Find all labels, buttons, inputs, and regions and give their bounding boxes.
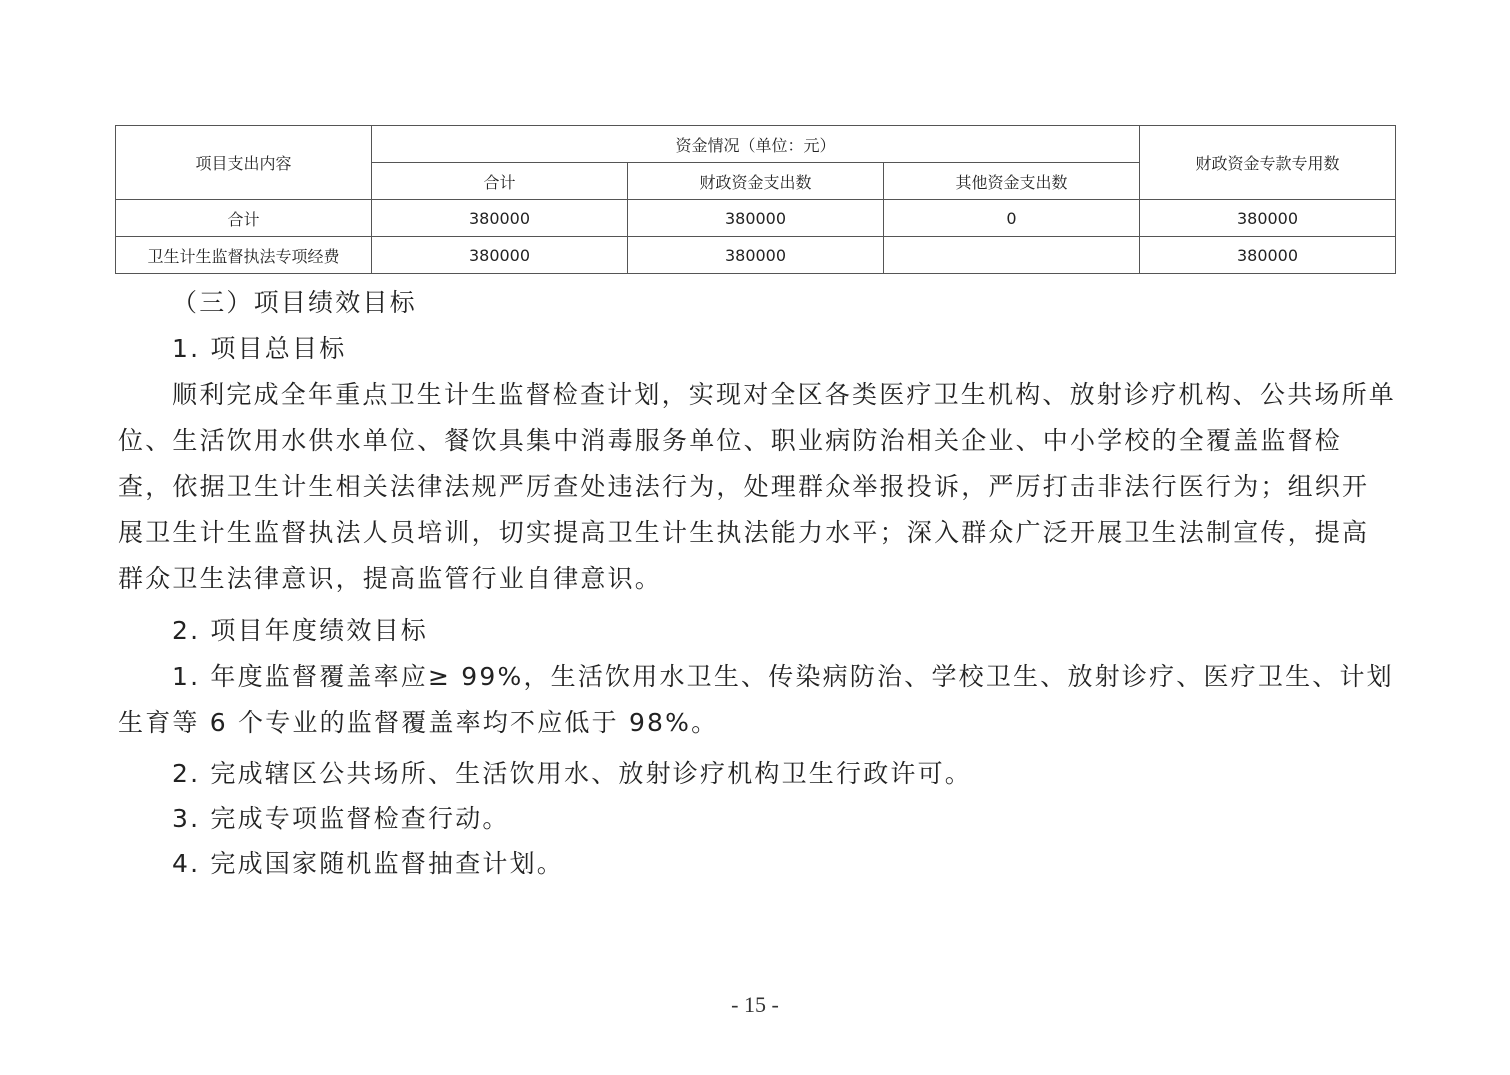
budget-table	[115, 125, 1396, 274]
row-fiscal: 380000	[628, 237, 884, 274]
annual-goal-item-4: 4. 完成国家随机监督抽查计划。	[172, 849, 565, 878]
row-special: 380000	[1140, 200, 1396, 237]
subheading-annual-goal: 2. 项目年度绩效目标	[172, 616, 428, 645]
header-item-col: 项目支出内容	[116, 126, 372, 200]
row-name: 合计	[116, 200, 372, 237]
header-funds-group: 资金情况（单位：元）	[372, 126, 1140, 163]
header-fiscal-col: 财政资金支出数	[628, 163, 884, 200]
table-row	[116, 200, 1396, 237]
page-number: - 15 -	[731, 992, 779, 1017]
header-total-col: 合计	[372, 163, 628, 200]
header-special-col: 财政资金专款专用数	[1140, 126, 1396, 200]
row-other	[884, 237, 1140, 274]
annual-goal-item-3: 3. 完成专项监督检查行动。	[172, 804, 510, 833]
row-special: 380000	[1140, 237, 1396, 274]
row-total: 380000	[372, 237, 628, 274]
section-heading-performance-goals: （三）项目绩效目标	[172, 288, 417, 317]
annual-goal-item-2: 2. 完成辖区公共场所、生活饮用水、放射诊疗机构卫生行政许可。	[172, 759, 973, 788]
subheading-overall-goal: 1. 项目总目标	[172, 334, 347, 363]
table-row	[116, 237, 1396, 274]
row-other: 0	[884, 200, 1140, 237]
row-total: 380000	[372, 200, 628, 237]
table-header-row	[116, 126, 1396, 163]
header-other-col: 其他资金支出数	[884, 163, 1140, 200]
annual-goal-item-1: 1. 年度监督覆盖率应≥ 99%，生活饮用水卫生、传染病防治、学校卫生、放射诊疗、医疗卫生、计划生育等 6 个专业的监督覆盖率均不应低于 98%。	[118, 662, 1394, 737]
row-name: 卫生计生监督执法专项经费	[116, 237, 372, 274]
row-fiscal: 380000	[628, 200, 884, 237]
overall-goal-paragraph: 顺利完成全年重点卫生计生监督检查计划，实现对全区各类医疗卫生机构、放射诊疗机构、公共场所单位、生活饮用水供水单位、餐饮具集中消毒服务单位、职业病防治相关企业、中小学校的全覆盖监督检查，依据卫生计生相关法律法规严厉查处违法行为，处理群众举报投诉，严厉打击非法行医行为；组织开展卫生计生监督执法人员培训，切实提高卫生计生执法能力水平；深入群众广泛开展卫生法制宣传，提高群众卫生法律意识，提高监管行业自律意识。	[118, 380, 1397, 593]
